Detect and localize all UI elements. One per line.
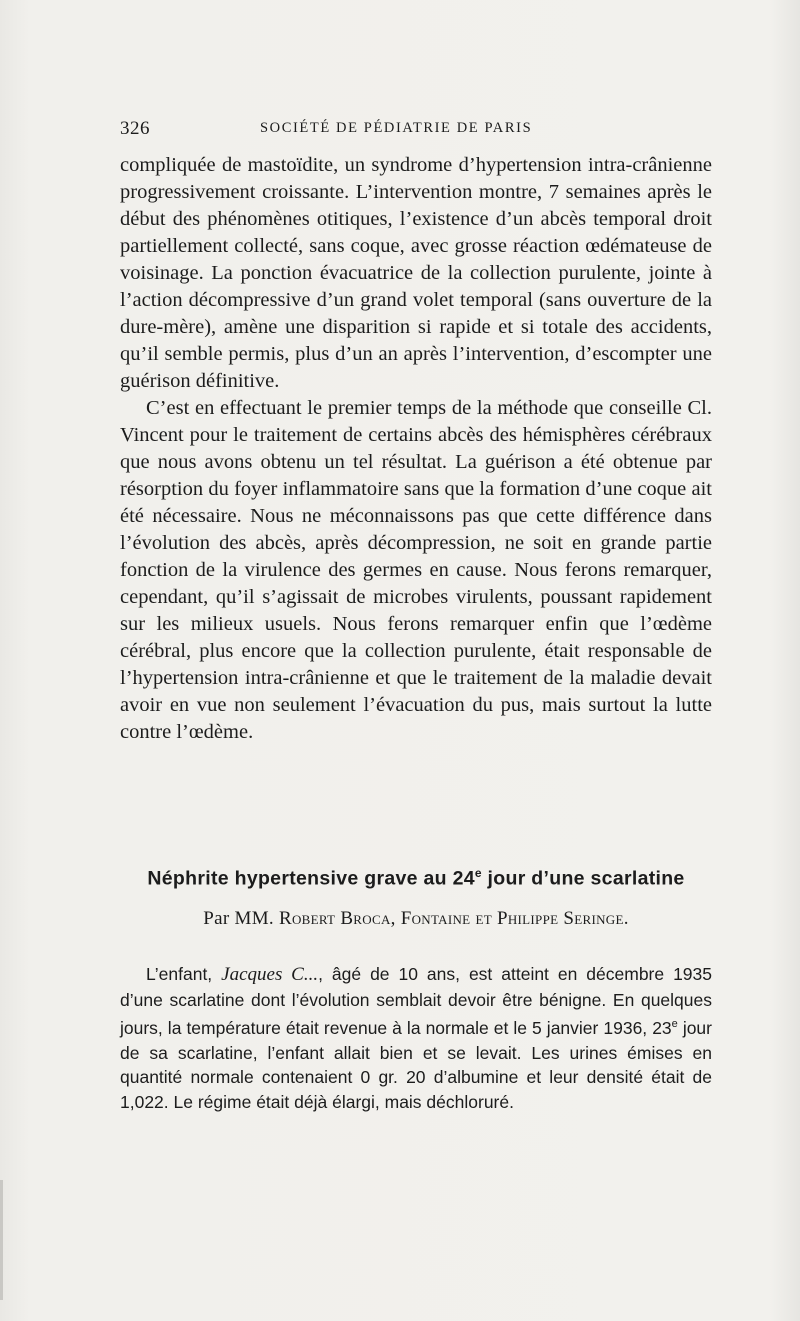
- authors-line: [120, 908, 712, 930]
- paragraph: compliquée de mastoïdite, un syndrome d’hypertension intra-crânienne progressivement croissante. L’intervention montre, 7 semaines après le début des phénomènes otitiques, l’existence d’un abcès temporal droit partiellement collecté, sans coque, avec grosse réaction œdémateuse de voisinage. La ponction évacuatrice de la collection purulente, jointe à l’action décompressive d’un grand volet temporal (sans ouverture de la dure-mère), amène une disparition si rapide et si totale des accidents, qu’il semble permis, plus d’un an après l’intervention, d’escompter une guérison définitive.: [120, 154, 712, 392]
- page-edge-shadow: [0, 1180, 3, 1300]
- case-text: , âgé de 10 ans, est atteint en décembre 1935 d’une scarlatine dont l’évolution semblait devoir être bénigne. En quelques jours, la température était revenue à la normale et le 5 janvier 1936, 23: [120, 964, 712, 1039]
- paragraph: C’est en effectuant le premier temps de la méthode que conseille Cl. Vincent pour le traitement de certains abcès des hémisphères cérébraux que nous avons obtenu un tel résultat. La guérison a été obtenue par résorption du foyer inflammatoire sans que la formation d’une coque ait été nécessaire. Nous ne méconnaissons pas que cette différence dans l’évolution des abcès, après décompression, ne soit en grande partie fonction de la virulence des germes en cause. Nous ferons remarquer, cependant, qu’il s’agissait de microbes virulents, poussant rapidement sur les milieux usuels. Nous ferons remarquer enfin que l’œdème cérébral, plus encore que la collection purulente, était responsable de l’hypertension intra-crânienne et que le traitement de la maladie devait avoir en vue non seulement l’évacuation du pus, mais surtout la lutte contre l’œdème.: [120, 397, 712, 743]
- continued-article-text: [120, 152, 712, 746]
- case-report-text: [120, 962, 712, 1114]
- authors-prefix: Par MM.: [203, 908, 279, 929]
- page-header: [120, 118, 712, 144]
- patient-name: Jacques C...: [221, 964, 319, 985]
- case-paragraph: [120, 962, 712, 1114]
- section-title-superscript: e: [474, 866, 482, 880]
- author-names: Robert Broca, Fontaine et Philippe Seringe.: [278, 908, 629, 929]
- case-superscript: e: [671, 1018, 678, 1031]
- case-intro: L’enfant,: [146, 964, 222, 984]
- section-title: [120, 866, 712, 891]
- running-head: SOCIÉTÉ DE PÉDIATRIE DE PARIS: [260, 120, 533, 136]
- case-text-end: jour de sa scarlatine, l’enfant allait bien et se levait. Les urines émises en quantité normale contenaient 0 gr. 20 d’albumine et leur densité était de 1,022. Le régime était déjà élargi, mais déchloruré.: [120, 1018, 712, 1112]
- section-title-text: Néphrite hypertensive grave au 24: [147, 867, 475, 890]
- section-title-text-end: jour d’une scarlatine: [481, 867, 685, 890]
- page-number: 326: [120, 118, 150, 139]
